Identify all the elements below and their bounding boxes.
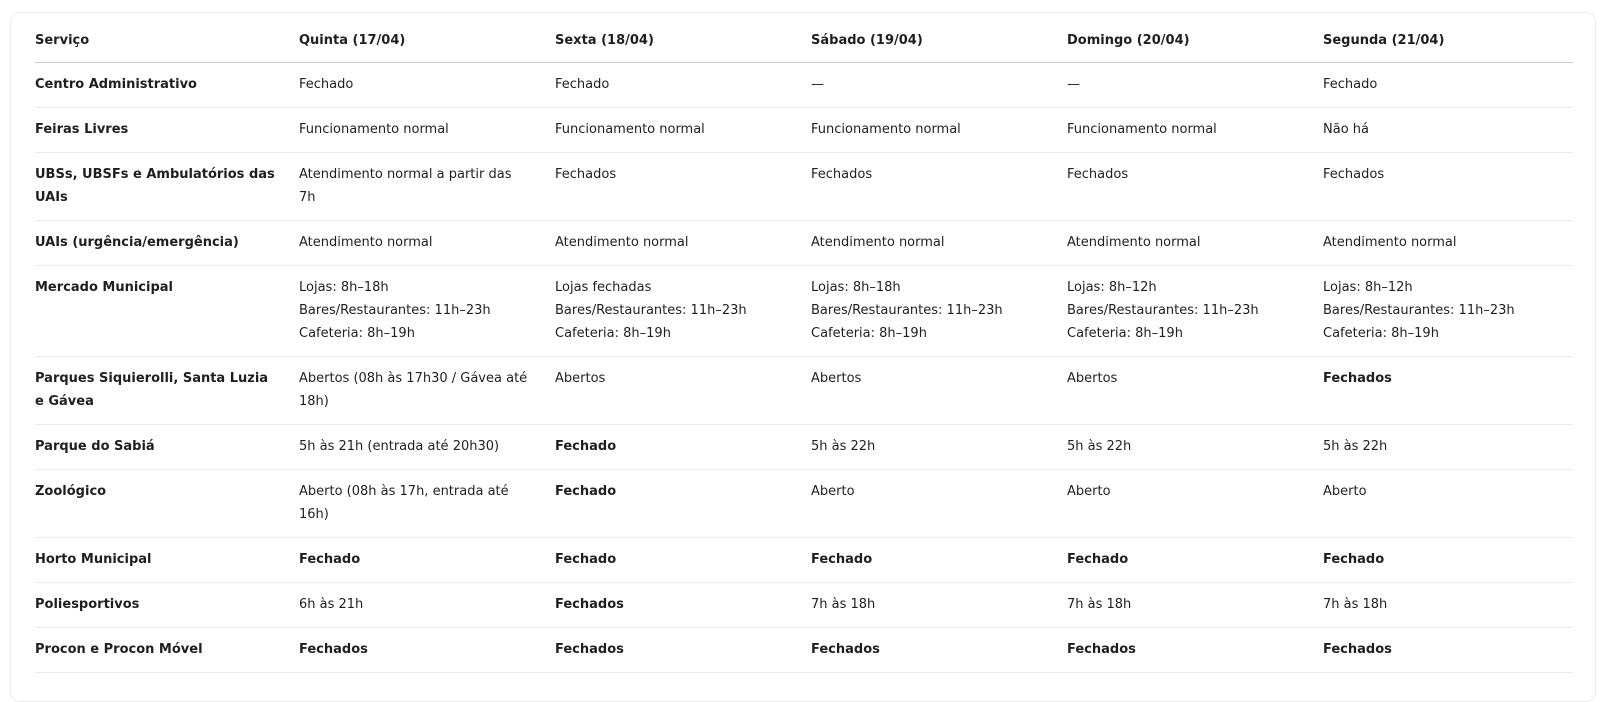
- table-cell: Fechados: [811, 153, 1067, 221]
- table-row: [35, 425, 1573, 470]
- header-friday: Sexta (18/04): [555, 13, 811, 63]
- table-cell: Atendimento normal a partir das 7h: [299, 153, 555, 221]
- table-row: [35, 108, 1573, 153]
- table-cell: Aberto: [1323, 470, 1573, 538]
- table-cell: 7h às 18h: [811, 583, 1067, 628]
- table-cell: 5h às 21h (entrada até 20h30): [299, 425, 555, 470]
- table-cell: 5h às 22h: [1067, 425, 1323, 470]
- table-cell: Fechados: [299, 628, 555, 673]
- table-cell: Fechados: [555, 153, 811, 221]
- cell-line: Lojas: 8h–18h: [299, 280, 389, 295]
- table-row: [35, 470, 1573, 538]
- service-name: Horto Municipal: [35, 538, 299, 583]
- header-monday: Segunda (21/04): [1323, 13, 1573, 63]
- table-cell: Aberto (08h às 17h, entrada até 16h): [299, 470, 555, 538]
- table-row: [35, 538, 1573, 583]
- table-cell: Atendimento normal: [555, 221, 811, 266]
- cell-line: Bares/Restaurantes: 11h–23h: [1323, 303, 1515, 318]
- cell-line: Bares/Restaurantes: 11h–23h: [1067, 303, 1259, 318]
- table-cell: Atendimento normal: [299, 221, 555, 266]
- service-name: Zoológico: [35, 470, 299, 538]
- table-cell: Funcionamento normal: [1067, 108, 1323, 153]
- table-cell: Atendimento normal: [811, 221, 1067, 266]
- table-row: [35, 221, 1573, 266]
- table-cell: Fechados: [555, 583, 811, 628]
- table-cell: Não há: [1323, 108, 1573, 153]
- service-name: UBSs, UBSFs e Ambulatórios das UAIs: [35, 153, 299, 221]
- header-service: Serviço: [35, 13, 299, 63]
- table-cell: [811, 266, 1067, 357]
- table-cell: [1067, 266, 1323, 357]
- holiday-schedule-table: [35, 13, 1573, 673]
- service-name: UAIs (urgência/emergência): [35, 221, 299, 266]
- table-cell: Aberto: [1067, 470, 1323, 538]
- cell-line: Bares/Restaurantes: 11h–23h: [555, 303, 747, 318]
- table-cell: Fechados: [1323, 628, 1573, 673]
- table-cell: [299, 266, 555, 357]
- cell-line: Lojas fechadas: [555, 280, 652, 295]
- table-cell: Fechados: [1067, 628, 1323, 673]
- table-cell: Fechados: [1067, 153, 1323, 221]
- table-cell: 5h às 22h: [811, 425, 1067, 470]
- table-cell: 6h às 21h: [299, 583, 555, 628]
- cell-line: Lojas: 8h–12h: [1067, 280, 1157, 295]
- cell-line: Cafeteria: 8h–19h: [555, 326, 671, 341]
- table-row: [35, 153, 1573, 221]
- table-cell: Funcionamento normal: [811, 108, 1067, 153]
- table-cell: 7h às 18h: [1323, 583, 1573, 628]
- table-cell: Funcionamento normal: [299, 108, 555, 153]
- table-cell: Aberto: [811, 470, 1067, 538]
- table-cell: Abertos: [555, 357, 811, 425]
- table-cell: Fechado: [811, 538, 1067, 583]
- table-header-row: [35, 13, 1573, 63]
- table-cell: Fechado: [555, 470, 811, 538]
- table-cell: [1323, 266, 1573, 357]
- table-cell: 5h às 22h: [1323, 425, 1573, 470]
- table-cell: —: [811, 63, 1067, 108]
- table-cell: Atendimento normal: [1067, 221, 1323, 266]
- table-cell: Fechados: [555, 628, 811, 673]
- cell-line: Cafeteria: 8h–19h: [1067, 326, 1183, 341]
- header-saturday: Sábado (19/04): [811, 13, 1067, 63]
- table-cell: Abertos: [811, 357, 1067, 425]
- header-thursday: Quinta (17/04): [299, 13, 555, 63]
- table-cell: Fechado: [299, 63, 555, 108]
- table-row: [35, 63, 1573, 108]
- table-cell: Abertos: [1067, 357, 1323, 425]
- cell-line: Cafeteria: 8h–19h: [1323, 326, 1439, 341]
- table-cell: Fechado: [555, 425, 811, 470]
- table-cell: Fechados: [811, 628, 1067, 673]
- table-cell: Fechado: [555, 538, 811, 583]
- header-sunday: Domingo (20/04): [1067, 13, 1323, 63]
- table-cell: 7h às 18h: [1067, 583, 1323, 628]
- table-cell: Abertos (08h às 17h30 / Gávea até 18h): [299, 357, 555, 425]
- table-cell: Fechados: [1323, 357, 1573, 425]
- table-cell: Fechado: [1323, 63, 1573, 108]
- table-row: [35, 583, 1573, 628]
- table-cell: Fechado: [555, 63, 811, 108]
- table-row: [35, 357, 1573, 425]
- table-cell: [555, 266, 811, 357]
- service-name: Poliesportivos: [35, 583, 299, 628]
- service-name: Centro Administrativo: [35, 63, 299, 108]
- service-name: Procon e Procon Móvel: [35, 628, 299, 673]
- table-row: [35, 628, 1573, 673]
- cell-line: Lojas: 8h–18h: [811, 280, 901, 295]
- table-cell: Fechado: [1067, 538, 1323, 583]
- cell-line: Bares/Restaurantes: 11h–23h: [811, 303, 1003, 318]
- table-cell: —: [1067, 63, 1323, 108]
- table-cell: Funcionamento normal: [555, 108, 811, 153]
- table-cell: Atendimento normal: [1323, 221, 1573, 266]
- service-name: Parque do Sabiá: [35, 425, 299, 470]
- service-name: Parques Siquierolli, Santa Luzia e Gávea: [35, 357, 299, 425]
- cell-line: Cafeteria: 8h–19h: [299, 326, 415, 341]
- table-cell: Fechado: [299, 538, 555, 583]
- service-name: Mercado Municipal: [35, 266, 299, 357]
- table-cell: Fechados: [1323, 153, 1573, 221]
- schedule-card: [10, 12, 1596, 702]
- cell-line: Bares/Restaurantes: 11h–23h: [299, 303, 491, 318]
- service-name: Feiras Livres: [35, 108, 299, 153]
- cell-line: Cafeteria: 8h–19h: [811, 326, 927, 341]
- table-row: [35, 266, 1573, 357]
- cell-line: Lojas: 8h–12h: [1323, 280, 1413, 295]
- table-cell: Fechado: [1323, 538, 1573, 583]
